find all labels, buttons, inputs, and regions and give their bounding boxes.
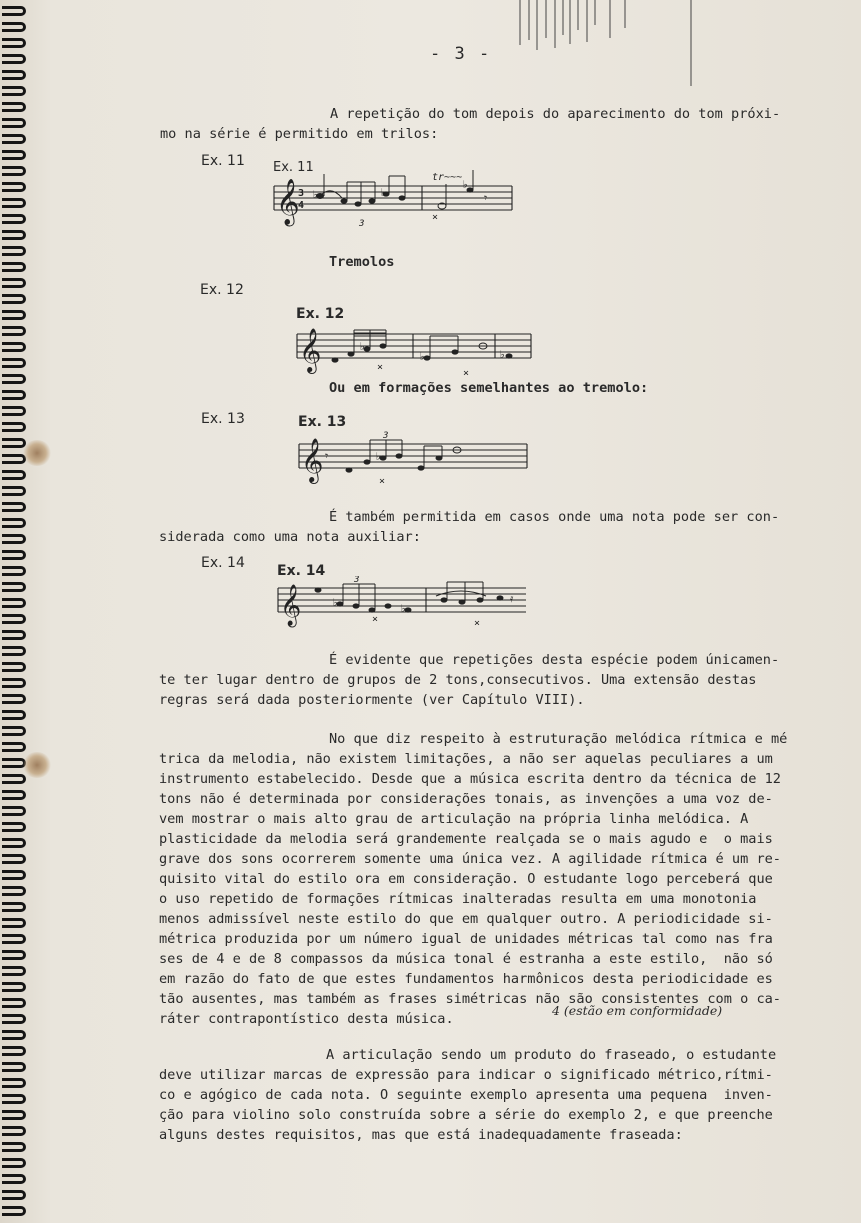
binding-coil xyxy=(2,566,26,576)
svg-text:3: 3 xyxy=(354,576,360,585)
paragraph-3-line-1: É evidente que repetições desta espécie podem únicamen- xyxy=(329,652,780,668)
binding-coil xyxy=(2,598,26,608)
example-title: Ex. 13 xyxy=(298,414,347,430)
paragraph-5-line-4: ção para violino solo construída sobre a série do exemplo 2, e que preenche xyxy=(159,1107,773,1123)
binding-coil xyxy=(2,1014,26,1024)
paragraph-4-line-2: trica da melodia, não existem limitações, a não ser aquelas peculiares a um xyxy=(159,751,773,767)
paragraph-5-line-1: A articulação sendo um produto do fraseado, o estudante xyxy=(326,1047,777,1063)
paragraph-4-line-12: ses de 4 e de 8 compassos da música tonal é estranha a este estilo, não só xyxy=(159,951,773,967)
svg-text:𝄞: 𝄞 xyxy=(301,438,324,482)
binding-coil xyxy=(2,390,26,400)
binding-coil xyxy=(2,1142,26,1152)
svg-text:♭: ♭ xyxy=(419,350,426,363)
binding-coil xyxy=(2,934,26,944)
svg-text:𝄾: 𝄾 xyxy=(325,449,329,463)
example-label: Ex. 13 xyxy=(201,411,245,427)
paragraph-1-line-2: mo na série é permitido em trilos: xyxy=(160,126,439,142)
binding-coil xyxy=(2,550,26,560)
binding-coil xyxy=(2,678,26,688)
svg-text:𝄞: 𝄞 xyxy=(299,328,322,372)
paragraph-4-line-3: instrumento estabelecido. Desde que a música escrita dentro da técnica de 12 xyxy=(159,771,781,787)
punch-hole xyxy=(22,440,52,466)
binding-coil xyxy=(2,1206,26,1216)
svg-text:♭: ♭ xyxy=(359,340,366,353)
example-title: Ex. 14 xyxy=(277,563,326,579)
binding-coil xyxy=(2,102,26,112)
paragraph-2-line-2: siderada como uma nota auxiliar: xyxy=(159,529,421,545)
tremolo-caption: Ou em formações semelhantes ao tremolo: xyxy=(329,380,649,396)
paragraph-4-line-8: quisito vital do estilo ora em consideração. O estudante logo perceberá que xyxy=(159,871,773,887)
binding-coil xyxy=(2,1030,26,1040)
binding-coil xyxy=(2,470,26,480)
binding-coil xyxy=(2,1078,26,1088)
music-staff-ex12 xyxy=(295,320,535,378)
binding-coil xyxy=(2,742,26,752)
binding-coil xyxy=(2,982,26,992)
svg-text:tr~~~: tr~~~ xyxy=(432,172,463,183)
binding-coil xyxy=(2,6,26,16)
svg-text:♭: ♭ xyxy=(375,450,382,463)
binding-coil xyxy=(2,534,26,544)
binding-coil xyxy=(2,998,26,1008)
binding-coil xyxy=(2,246,26,256)
page-number: - 3 - xyxy=(430,44,492,64)
svg-text:×: × xyxy=(463,368,470,378)
svg-text:3: 3 xyxy=(298,188,305,199)
binding-coil xyxy=(2,1174,26,1184)
binding-coil xyxy=(2,790,26,800)
binding-coil xyxy=(2,342,26,352)
binding-coil xyxy=(2,950,26,960)
music-staff-ex14 xyxy=(276,576,541,628)
svg-text:𝄾: 𝄾 xyxy=(484,191,488,205)
svg-text:𝄿: 𝄿 xyxy=(510,592,514,605)
paragraph-3-line-2: te ter lugar dentro de grupos de 2 tons,consecutivos. Uma extensão destas xyxy=(159,672,757,688)
paragraph-4-line-4: tons não é determinada por considerações tonais, as invenções a uma voz de- xyxy=(159,791,773,807)
svg-text:×: × xyxy=(377,362,384,373)
svg-text:3: 3 xyxy=(359,219,365,229)
binding-coil xyxy=(2,150,26,160)
binding-coil xyxy=(2,1062,26,1072)
music-staff-ex13 xyxy=(297,428,532,486)
binding-coil xyxy=(2,646,26,656)
svg-text:♭: ♭ xyxy=(380,186,387,199)
paragraph-4-line-10: menos admissível neste estilo do que em qualquer outro. A periodicidade si- xyxy=(159,911,773,927)
paragraph-5-line-5: alguns destes requisitos, mas que está inadequadamente fraseada: xyxy=(159,1127,683,1143)
paragraph-4-line-9: o uso repetido de formações rítmicas inalteradas resulta em uma monotonia xyxy=(159,891,757,907)
svg-text:4: 4 xyxy=(298,200,305,211)
example-title: Ex. 11 xyxy=(273,160,314,175)
paragraph-4-line-1: No que diz respeito à estruturação melódica rítmica e mé xyxy=(329,731,788,747)
binding-coil xyxy=(2,502,26,512)
example-label: Ex. 11 xyxy=(201,153,245,169)
svg-text:×: × xyxy=(474,618,481,628)
binding-coil xyxy=(2,358,26,368)
handwritten-annotation: 4 (estão em conformidade) xyxy=(552,1003,723,1018)
binding-coil xyxy=(2,966,26,976)
binding-coil xyxy=(2,86,26,96)
binding-coil xyxy=(2,294,26,304)
paragraph-4-line-13: em razão do fato de que estes fundamentos harmônicos desta periodicidade es xyxy=(159,971,773,987)
binding-coil xyxy=(2,582,26,592)
binding-coil xyxy=(2,486,26,496)
punch-hole xyxy=(22,752,52,778)
binding-coil xyxy=(2,806,26,816)
music-staff-ex11 xyxy=(272,168,517,230)
svg-text:×: × xyxy=(379,476,386,486)
binding-coil xyxy=(2,614,26,624)
svg-text:𝄞: 𝄞 xyxy=(280,585,302,626)
binding-coil xyxy=(2,518,26,528)
binding-coil xyxy=(2,422,26,432)
binding-coil xyxy=(2,214,26,224)
binding-coil xyxy=(2,374,26,384)
binding-coil xyxy=(2,838,26,848)
binding-coil xyxy=(2,54,26,64)
svg-text:×: × xyxy=(372,614,379,625)
paragraph-5-line-3: co e agógico de cada nota. O seguinte exemplo apresenta uma pequena inven- xyxy=(159,1087,773,1103)
binding-coil xyxy=(2,22,26,32)
binding-coil xyxy=(2,854,26,864)
svg-text:♭: ♭ xyxy=(312,188,319,201)
binding-coil xyxy=(2,822,26,832)
binding-coil xyxy=(2,710,26,720)
binding-coil xyxy=(2,774,26,784)
binding-coil xyxy=(2,694,26,704)
binding-coil xyxy=(2,38,26,48)
binding-coil xyxy=(2,630,26,640)
binding-coil xyxy=(2,182,26,192)
binding-coil xyxy=(2,1126,26,1136)
paragraph-4-line-7: grave dos sons ocorrerem somente uma única vez. A agilidade rítmica é um re- xyxy=(159,851,781,867)
binding-coil xyxy=(2,166,26,176)
scan-artifact xyxy=(515,0,695,90)
example-title: Ex. 12 xyxy=(296,306,345,322)
binding-coil xyxy=(2,870,26,880)
binding-coil xyxy=(2,1158,26,1168)
svg-text:3: 3 xyxy=(383,431,389,441)
spiral-binding xyxy=(0,0,30,1223)
binding-coil xyxy=(2,262,26,272)
paragraph-4-line-5: vem mostrar o mais alto grau de articulação na própria linha melódica. A xyxy=(159,811,749,827)
paragraph-1-line-1: A repetição do tom depois do aparecimento do tom próxi- xyxy=(330,106,781,122)
binding-coil xyxy=(2,726,26,736)
binding-coil xyxy=(2,326,26,336)
binding-coil xyxy=(2,1094,26,1104)
binding-coil xyxy=(2,1190,26,1200)
binding-coil xyxy=(2,118,26,128)
section-heading-tremolos: Tremolos xyxy=(329,254,395,270)
svg-text:×: × xyxy=(432,212,439,223)
binding-coil xyxy=(2,230,26,240)
paragraph-4-line-15: ráter contrapontístico desta música. xyxy=(159,1011,454,1027)
paragraph-5-line-2: deve utilizar marcas de expressão para indicar o significado métrico,rítmi- xyxy=(159,1067,773,1083)
binding-coil xyxy=(2,278,26,288)
binding-coil xyxy=(2,198,26,208)
binding-coil xyxy=(2,1046,26,1056)
paragraph-4-line-14: tão ausentes, mas também as frases simétricas não são consistentes com o ca- xyxy=(159,991,781,1007)
example-label: Ex. 12 xyxy=(200,282,244,298)
example-label: Ex. 14 xyxy=(201,555,245,571)
binding-coil xyxy=(2,886,26,896)
paragraph-3-line-3: regras será dada posteriormente (ver Capítulo VIII). xyxy=(159,692,585,708)
paragraph-4-line-11: métrica produzida por um número igual de unidades métricas tal como nas fra xyxy=(159,931,773,947)
binding-coil xyxy=(2,134,26,144)
svg-text:♭: ♭ xyxy=(499,348,506,361)
svg-text:𝄞: 𝄞 xyxy=(276,179,300,225)
svg-text:♭: ♭ xyxy=(462,178,469,191)
binding-coil xyxy=(2,662,26,672)
binding-coil xyxy=(2,918,26,928)
paragraph-2-line-1: É também permitida em casos onde uma nota pode ser con- xyxy=(329,509,780,525)
binding-coil xyxy=(2,406,26,416)
binding-coil xyxy=(2,70,26,80)
paragraph-4-line-6: plasticidade da melodia será grandemente realçada se o mais agudo e o mais xyxy=(159,831,773,847)
binding-coil xyxy=(2,1110,26,1120)
binding-coil xyxy=(2,438,26,448)
binding-coil xyxy=(2,310,26,320)
binding-coil xyxy=(2,902,26,912)
svg-text:♭: ♭ xyxy=(400,602,407,615)
svg-text:♭: ♭ xyxy=(332,596,339,609)
